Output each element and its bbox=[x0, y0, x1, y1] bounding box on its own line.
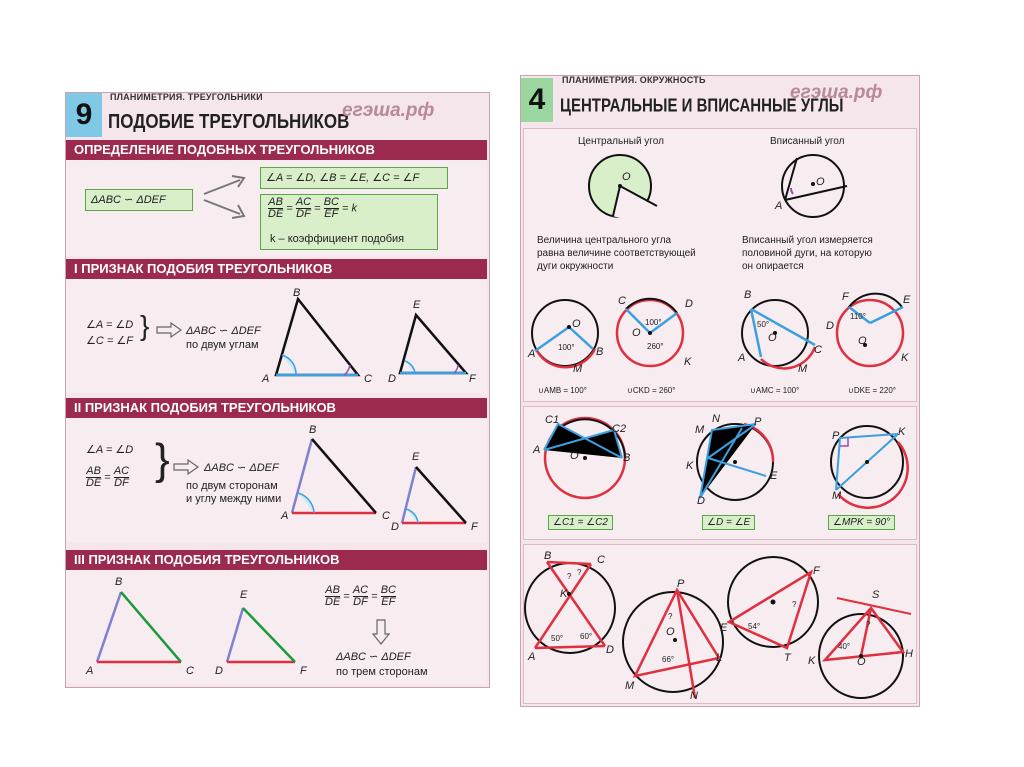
s3-F: F bbox=[300, 665, 307, 677]
m3-M: M bbox=[832, 490, 842, 502]
m3-K: K bbox=[898, 426, 906, 438]
tag-mpk: ∠MPK = 90° bbox=[828, 515, 895, 530]
s1-E: E bbox=[413, 299, 421, 311]
arc-amb: ∪AMB = 100° bbox=[538, 386, 587, 395]
tag-de: ∠D = ∠E bbox=[702, 515, 755, 530]
sign3-heading: III ПРИЗНАК ПОДОБИЯ ТРЕУГОЛЬНИКОВ bbox=[66, 550, 487, 570]
sign2-note2: и углу между ними bbox=[186, 493, 282, 505]
c3-A: A bbox=[738, 352, 746, 364]
p1-50: 50° bbox=[551, 634, 564, 643]
c1-M: M bbox=[573, 363, 583, 375]
inscribed-A: A bbox=[775, 200, 783, 212]
p3-q: ? bbox=[792, 600, 797, 609]
c4-F: F bbox=[842, 291, 849, 303]
example-circles-row bbox=[525, 285, 915, 385]
k-text: k – коэффициент подобия bbox=[270, 233, 405, 245]
central-O: O bbox=[622, 171, 631, 183]
sign2-note1: по двум сторонам bbox=[186, 480, 278, 492]
c3-O: O bbox=[768, 332, 777, 344]
m2-D: D bbox=[697, 495, 705, 507]
s3-C: C bbox=[186, 665, 194, 677]
c1-O: O bbox=[572, 318, 581, 330]
sign1-result: ΔABC ∽ ΔDEF bbox=[186, 325, 261, 337]
left-poster-number: 9 bbox=[66, 93, 102, 137]
p2-N: N bbox=[690, 690, 698, 702]
inscribed-O: O bbox=[816, 176, 825, 188]
c3-B: B bbox=[744, 289, 752, 301]
p3-E: E bbox=[720, 622, 728, 634]
c2-O: O bbox=[632, 327, 641, 339]
p4-O: O bbox=[857, 656, 866, 668]
s2-E: E bbox=[412, 451, 420, 463]
c2-C: C bbox=[618, 295, 626, 307]
sign2-cond1: ∠A = ∠D bbox=[86, 444, 134, 456]
p1-K: K bbox=[560, 588, 568, 600]
c4-D: D bbox=[826, 320, 834, 332]
m1-B: B bbox=[623, 452, 631, 464]
right-brand: егэша.рф bbox=[790, 82, 883, 103]
left-brand: егэша.рф bbox=[342, 100, 435, 121]
m1-C2: C2 bbox=[612, 423, 627, 435]
s1-B: B bbox=[293, 287, 301, 299]
sign1-arrow bbox=[155, 322, 183, 338]
left-poster-topic: ПЛАНИМЕТРИЯ. ТРЕУГОЛЬНИКИ bbox=[110, 92, 263, 102]
p4-q: ? bbox=[866, 620, 871, 629]
definition-arrows bbox=[200, 172, 260, 222]
p4-40: 40° bbox=[838, 642, 851, 651]
c1-B: B bbox=[596, 346, 604, 358]
sign1-brace: } bbox=[140, 310, 150, 341]
sign3-ratio: $\frac{AB}{DE}$ = $\frac{AC}{DF}$ = $\frac{BC}{EF}$ bbox=[325, 584, 396, 608]
c4-110: 110° bbox=[850, 312, 866, 321]
s1-C: C bbox=[364, 373, 372, 385]
central-text-1: Величина центрального угла bbox=[537, 235, 672, 246]
sign1-note: по двум углам bbox=[186, 339, 259, 351]
p2-q: ? bbox=[668, 612, 673, 621]
p3-54: 54° bbox=[748, 622, 761, 631]
central-label: Центральный угол bbox=[578, 136, 664, 147]
p2-P: P bbox=[677, 578, 685, 590]
right-poster-title: ЦЕНТРАЛЬНЫЕ И ВПИСАННЫЕ УГЛЫ bbox=[560, 96, 844, 117]
sign1-cond2: ∠C = ∠F bbox=[86, 335, 133, 347]
s2-A: A bbox=[281, 510, 289, 522]
sign2-ratio: $\frac{AB}{DE}$ = $\frac{AC}{DF}$ bbox=[86, 465, 130, 489]
left-poster-title: ПОДОБИЕ ТРЕУГОЛЬНИКОВ bbox=[108, 110, 350, 133]
sign3-note: по трем сторонам bbox=[336, 666, 428, 678]
c3-C: C bbox=[814, 344, 822, 356]
sign1-heading: I ПРИЗНАК ПОДОБИЯ ТРЕУГОЛЬНИКОВ bbox=[66, 259, 487, 279]
m2-K: K bbox=[686, 460, 694, 472]
p1-B: B bbox=[544, 550, 552, 562]
c1-100: 100° bbox=[558, 343, 575, 352]
angles-equal: ∠A = ∠D, ∠B = ∠E, ∠C = ∠F bbox=[266, 172, 420, 184]
inscribed-angle-figure bbox=[775, 148, 855, 228]
m2-N: N bbox=[712, 413, 720, 425]
s3-B: B bbox=[115, 576, 123, 588]
s1-A: A bbox=[262, 373, 270, 385]
tag-c1c2: ∠C1 = ∠C2 bbox=[548, 515, 613, 530]
s2-D: D bbox=[391, 521, 399, 533]
sign1-cond1: ∠A = ∠D bbox=[86, 319, 134, 331]
c1-A: A bbox=[528, 348, 536, 360]
s2-C: C bbox=[382, 510, 390, 522]
s1-D: D bbox=[388, 373, 396, 385]
m2-M: M bbox=[695, 424, 705, 436]
arc-ckd: ∪CKD = 260° bbox=[627, 386, 676, 395]
central-text-3: дуги окружности bbox=[537, 261, 614, 272]
c2-100: 100° bbox=[645, 318, 662, 327]
definition-heading: ОПРЕДЕЛЕНИЕ ПОДОБНЫХ ТРЕУГОЛЬНИКОВ bbox=[66, 140, 487, 160]
c2-K: K bbox=[684, 356, 692, 368]
sign3-result: ΔABC ∽ ΔDEF bbox=[336, 651, 411, 663]
m1-C1: C1 bbox=[545, 414, 560, 426]
c4-E: E bbox=[903, 294, 911, 306]
arc-dke: ∪DKE = 220° bbox=[848, 386, 896, 395]
sign2-result: ΔABC ∽ ΔDEF bbox=[204, 462, 279, 474]
p4-K: K bbox=[808, 655, 816, 667]
right-poster-number: 4 bbox=[521, 78, 553, 122]
inscribed-label: Вписанный угол bbox=[770, 136, 845, 147]
s1-F: F bbox=[469, 373, 476, 385]
sign2-arrow bbox=[172, 459, 200, 475]
p1-C: C bbox=[597, 554, 605, 566]
m1-O: O bbox=[570, 450, 579, 462]
central-angle-figure bbox=[585, 148, 665, 228]
arc-amc: ∪AMC = 100° bbox=[750, 386, 800, 395]
s2-B: B bbox=[309, 424, 317, 436]
p2-L: L bbox=[716, 652, 723, 664]
sign3-triangles bbox=[85, 580, 315, 680]
p2-66: 66° bbox=[662, 655, 675, 664]
central-text-2: равна величине соответствующей bbox=[537, 248, 696, 259]
p1-D: D bbox=[606, 644, 614, 656]
m2-E: E bbox=[770, 470, 778, 482]
c2-260: 260° bbox=[647, 342, 664, 351]
p1-60: 60° bbox=[580, 632, 593, 641]
p1-q2: ? bbox=[577, 568, 582, 577]
sign2-heading: II ПРИЗНАК ПОДОБИЯ ТРЕУГОЛЬНИКОВ bbox=[66, 398, 487, 418]
p1-A: A bbox=[528, 651, 536, 663]
p3-T: T bbox=[784, 652, 791, 664]
c4-O: O bbox=[858, 335, 867, 347]
m1-A: A bbox=[533, 444, 541, 456]
p2-O: O bbox=[666, 626, 675, 638]
similar-text: ΔABC ∽ ΔDEF bbox=[91, 194, 166, 206]
s3-A: A bbox=[86, 665, 94, 677]
corollary-figures bbox=[530, 410, 915, 520]
s3-E: E bbox=[240, 589, 248, 601]
p1-q1: ? bbox=[567, 572, 572, 581]
p4-H: H bbox=[905, 648, 913, 660]
c3-50: 50° bbox=[757, 320, 770, 329]
inscribed-text-1: Вписанный угол измеряется bbox=[742, 235, 873, 246]
c2-D: D bbox=[685, 298, 693, 310]
s3-D: D bbox=[215, 665, 223, 677]
c3-M: M bbox=[798, 363, 808, 375]
m2-P: P bbox=[754, 416, 762, 428]
sign2-brace: } bbox=[155, 435, 170, 484]
c4-K: K bbox=[901, 352, 909, 364]
right-poster-topic: ПЛАНИМЕТРИЯ. ОКРУЖНОСТЬ bbox=[562, 75, 706, 85]
inscribed-text-3: он опирается bbox=[742, 261, 804, 272]
p2-M: M bbox=[625, 680, 635, 692]
m3-P: P bbox=[832, 430, 840, 442]
p3-F: F bbox=[813, 565, 820, 577]
ratio-formula: $\frac{AB}{DE}$ = $\frac{AC}{DF}$ = $\frac{BC}{EF}$ = k bbox=[268, 196, 358, 220]
s2-F: F bbox=[471, 521, 478, 533]
inscribed-text-2: половиной дуги, на которую bbox=[742, 248, 872, 259]
sign3-down-arrow bbox=[372, 618, 390, 646]
p4-S: S bbox=[872, 589, 880, 601]
sign1-triangles bbox=[260, 285, 490, 390]
